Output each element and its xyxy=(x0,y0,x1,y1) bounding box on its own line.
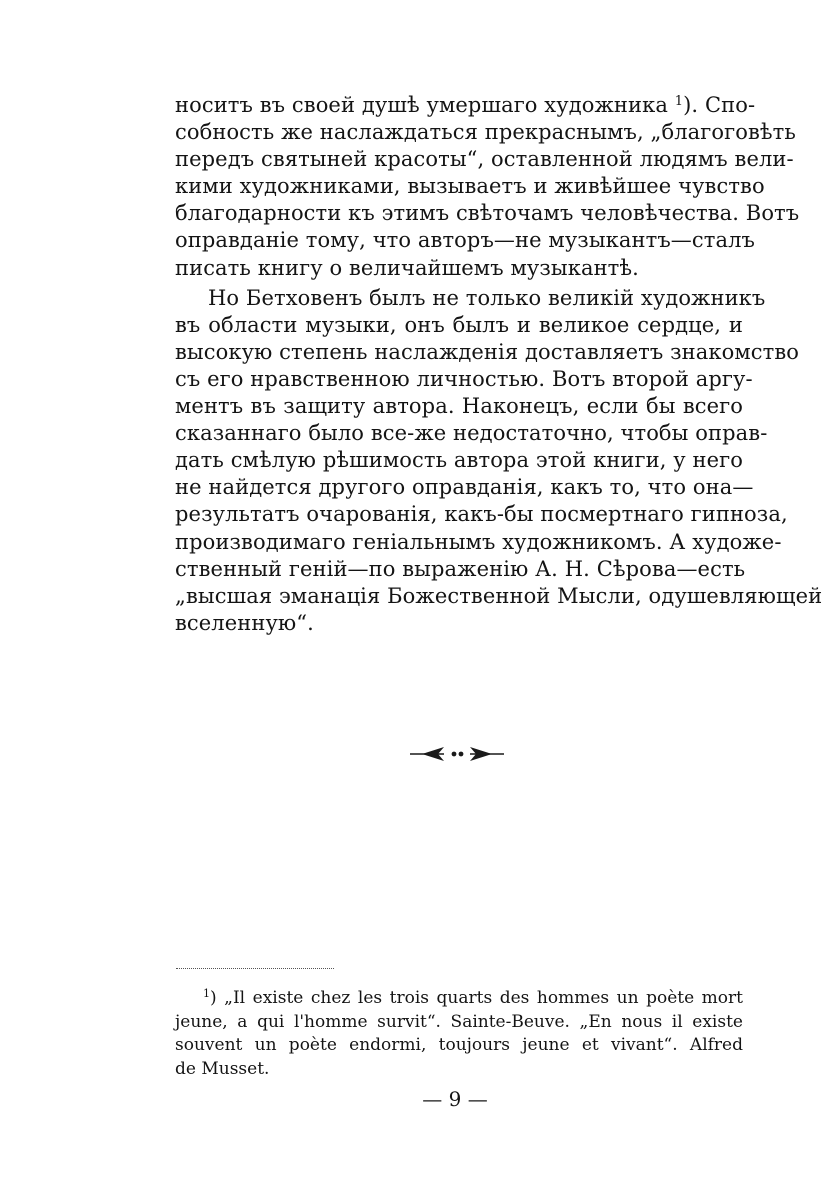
footnote-separator xyxy=(176,968,334,969)
paragraph-2-line-2: въ области музыки, онъ былъ и великое сердце, и xyxy=(175,312,743,337)
paragraph-1-line-1 xyxy=(175,92,756,119)
paragraph-1-line-3: передъ святыней красоты“, оставленной людямъ вели- xyxy=(175,147,794,172)
footnote-line-2: jeune, a qui l'homme survit“. Sainte-Beuve. „En nous il existe xyxy=(175,1011,743,1032)
paragraph-2-line-9: результатъ очарованія, какъ-бы посмертнаго гипноза, xyxy=(175,502,788,527)
footnote-marker: 1 xyxy=(203,987,210,1000)
paragraph-2-line-10: производимаго геніальнымъ художникомъ. А художе- xyxy=(175,529,782,554)
footnote xyxy=(175,987,743,1081)
paragraph-1-line-1-text: носитъ въ своей душѣ умершаго художника xyxy=(175,93,668,117)
paragraph-1-line-2: собность же наслаждаться прекраснымъ, „благоговѣть xyxy=(175,120,796,145)
main-text xyxy=(175,92,823,637)
footnote-line-1-text: ) „Il existe chez les trois quarts des hommes un poète mort xyxy=(210,988,743,1008)
paragraph-2-line-5: ментъ въ защиту автора. Наконецъ, если бы всего xyxy=(175,394,743,419)
paragraph-2-line-11: ственный геній—по выраженію А. Н. Сѣрова—есть xyxy=(175,556,746,581)
paragraph-1-line-6: оправданіе тому, что авторъ—не музыкантъ—сталъ xyxy=(175,228,755,253)
paragraph-1-line-1-end: ). Спо- xyxy=(683,93,756,117)
footnote-line-4: de Musset. xyxy=(175,1058,270,1079)
decorative-ornament-icon xyxy=(408,742,506,766)
paragraph-2-line-12: „высшая эманація Божественной Мысли, одушевляющей xyxy=(175,583,823,608)
paragraph-2-line-7: дать смѣлую рѣшимость автора этой книги, у него xyxy=(175,448,743,473)
paragraph-2-line-6: сказаннаго было все-же недостаточно, чтобы оправ- xyxy=(175,421,768,446)
paragraph-1-line-7: писать книгу о величайшемъ музыкантѣ. xyxy=(175,255,639,280)
page-number: — 9 — xyxy=(422,1087,488,1111)
paragraph-2-line-8: не найдется другого оправданія, какъ то, что она— xyxy=(175,475,754,500)
footnote-line-1 xyxy=(175,987,743,1011)
paragraph-2-line-1: Но Бетховенъ былъ не только великій художникъ xyxy=(208,285,766,310)
paragraph-2-line-4: съ его нравственною личностью. Вотъ второй аргу- xyxy=(175,366,753,391)
footnote-reference: 1 xyxy=(674,94,684,109)
paragraph-1-line-4: кими художниками, вызываетъ и живѣйшее чувство xyxy=(175,174,765,199)
paragraph-1-line-5: благодарности къ этимъ свѣточамъ человѣчества. Вотъ xyxy=(175,201,800,226)
footnote-line-3: souvent un poète endormi, toujours jeune et vivant“. Alfred xyxy=(175,1035,743,1055)
paragraph-2-line-3: высокую степень наслажденія доставляетъ знакомство xyxy=(175,339,800,364)
paragraph-2-line-13: вселенную“. xyxy=(175,610,314,635)
